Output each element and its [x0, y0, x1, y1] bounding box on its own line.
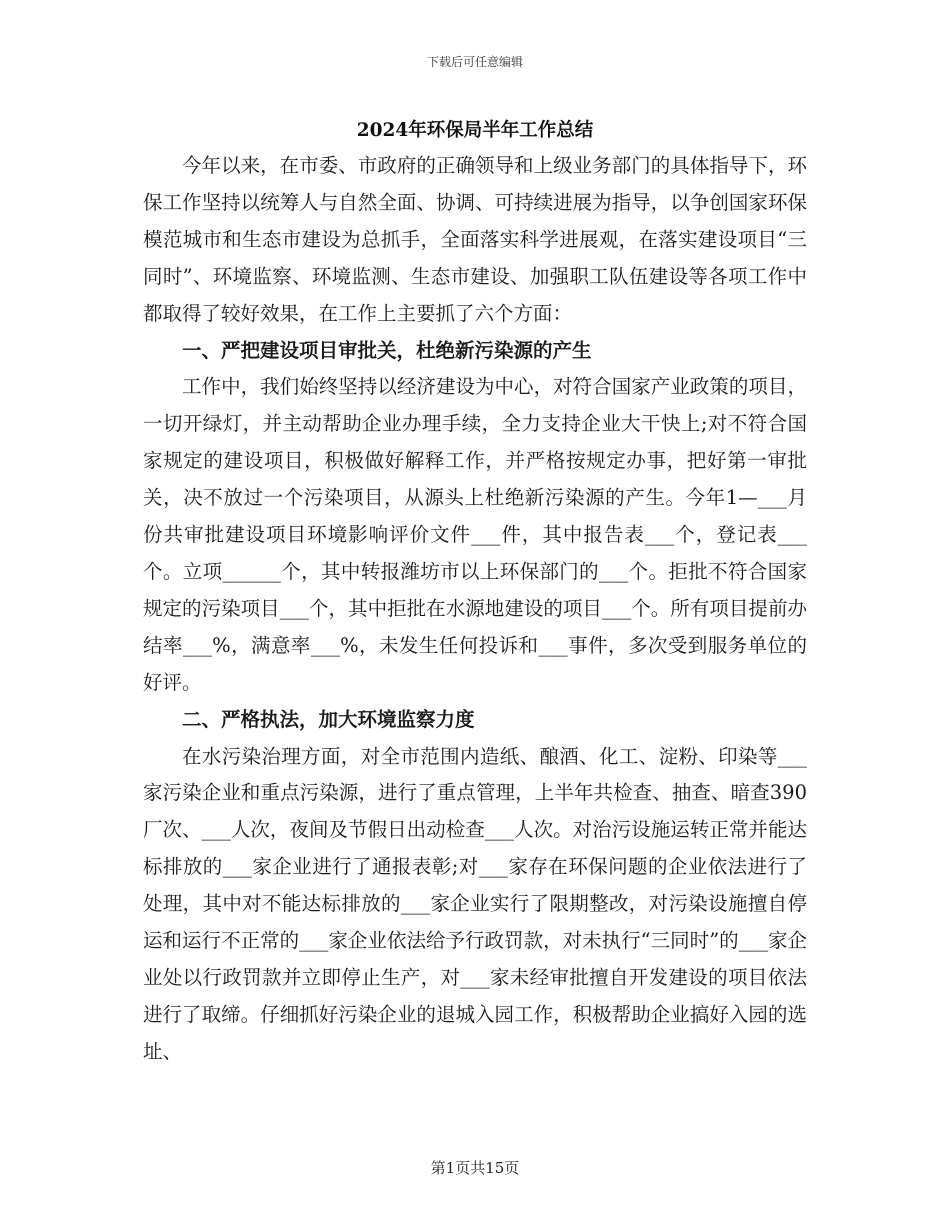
- section-1-paragraph: 工作中，我们始终坚持以经济建设为中心，对符合国家产业政策的项目，一切开绿灯，并主动帮助企业办理手续，全力支持企业大干快上;对不符合国家规定的建设项目，积极做好解释工作，并严格按规定办事，把好第一审批关，决不放过一个污染项目，从源头上杜绝新污染源的产生。今年1—___月份共审批建设项目环境影响评价文件___件，其中报告表___个，登记表___个。立项______个，其中转报潍坊市以上环保部门的___个。拒批不符合国家规定的污染项目___个，其中拒批在水源地建设的项目___个。所有项目提前办结率___%，满意率___%，未发生任何投诉和___事件，多次受到服务单位的好评。: [143, 375, 807, 694]
- section-heading-1: 一、严把建设项目审批关，杜绝新污染源的产生: [182, 338, 592, 362]
- page-header: 下载后可任意编辑: [426, 55, 523, 69]
- document-body: [143, 148, 807, 1071]
- intro-paragraph: 今年以来，在市委、市政府的正确领导和上级业务部门的具体指导下，环保工作坚持以统筹人与自然全面、协调、可持续进展为指导，以争创国家环保模范城市和生态市建设为总抓手，全面落实科学进展观，在落实建设项目“三同时”、环境监察、环境监测、生态市建设、加强职工队伍建设等各项工作中都取得了较好效果，在工作上主要抓了六个方面：: [143, 154, 807, 325]
- document-title: 2024年环保局半年工作总结: [356, 120, 594, 141]
- page-footer: 第1页共15页: [430, 1159, 520, 1177]
- section-heading-2: 二、严格执法，加大环境监察力度: [182, 707, 475, 731]
- section-2-paragraph: 在水污染治理方面，对全市范围内造纸、酿酒、化工、淀粉、印染等___家污染企业和重点污染源，进行了重点管理，上半年共检查、抽查、暗查390厂次、___人次，夜间及节假日出动检查___人次。对治污设施运转正常并能达标排放的___家企业进行了通报表彰;对___家存在环保问题的企业依法进行了处理，其中对不能达标排放的___家企业实行了限期整改，对污染设施擅自停运和运行不正常的___家企业依法给予行政罚款，对未执行“三同时”的___家企业处以行政罚款并立即停止生产，对___家未经审批擅自开发建设的项目依法进行了取缔。仔细抓好污染企业的退城入园工作，积极帮助企业搞好入园的选址、: [143, 744, 807, 1063]
